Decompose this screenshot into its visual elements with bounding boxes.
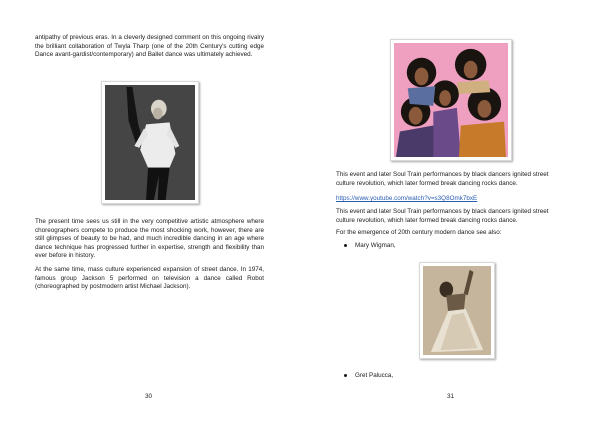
bullet-dot-icon	[344, 374, 347, 377]
page-number-left: 30	[145, 393, 153, 400]
right-paragraph-3: For the emergence of 20th century modern dance see also:	[336, 229, 502, 236]
youtube-link[interactable]: https://www.youtube.com/watch?v=s3Q8Omk7bxE	[336, 195, 478, 202]
right-page	[300, 0, 600, 424]
jackson5-photo	[390, 39, 512, 161]
page-number-right: 31	[447, 393, 455, 400]
bullet-label: Mary Wigman,	[355, 242, 396, 249]
mary-wigman-photo	[419, 262, 495, 359]
bullet-mary-wigman	[344, 242, 396, 251]
right-paragraph-2: This event and later Soul Train performances by black dancers ignited street culture revolution, which later formed break dancing rocks dance.	[336, 208, 549, 224]
bullet-label: Gret Palucca,	[355, 372, 394, 379]
left-paragraph-3: At the same time, mass culture experienced expansion of street dance. In 1974, famous group Jackson 5 performed on television a dance called Robot (choreographed by postmodern artist Michael Jackson).	[35, 266, 264, 291]
left-paragraph-2: The present time sees us still in the very competitive artistic atmosphere where choreographers compete to produce the most shocking work, however, there are still glimpses of beauty to be had, and much incredible dancing in an age where dance technique has progressed further in expertise, strength and flexibility than ever before in history.	[35, 218, 264, 260]
dancer-photo	[101, 81, 199, 204]
bullet-gret-palucca	[344, 372, 393, 381]
right-paragraph-1: This event and later Soul Train performances by black dancers ignited street culture revolution, which later formed break dancing rocks dance.	[336, 171, 549, 187]
bullet-dot-icon	[344, 244, 347, 247]
left-paragraph-1: antipathy of previous eras. In a cleverly designed comment on this ongoing rivalry the brilliant collaboration of Twyla Tharp (one of the 20th Century's cutting edge Dance avant-gardist/contemporary) and Ballet dance was ultimately achieved.	[35, 34, 264, 59]
